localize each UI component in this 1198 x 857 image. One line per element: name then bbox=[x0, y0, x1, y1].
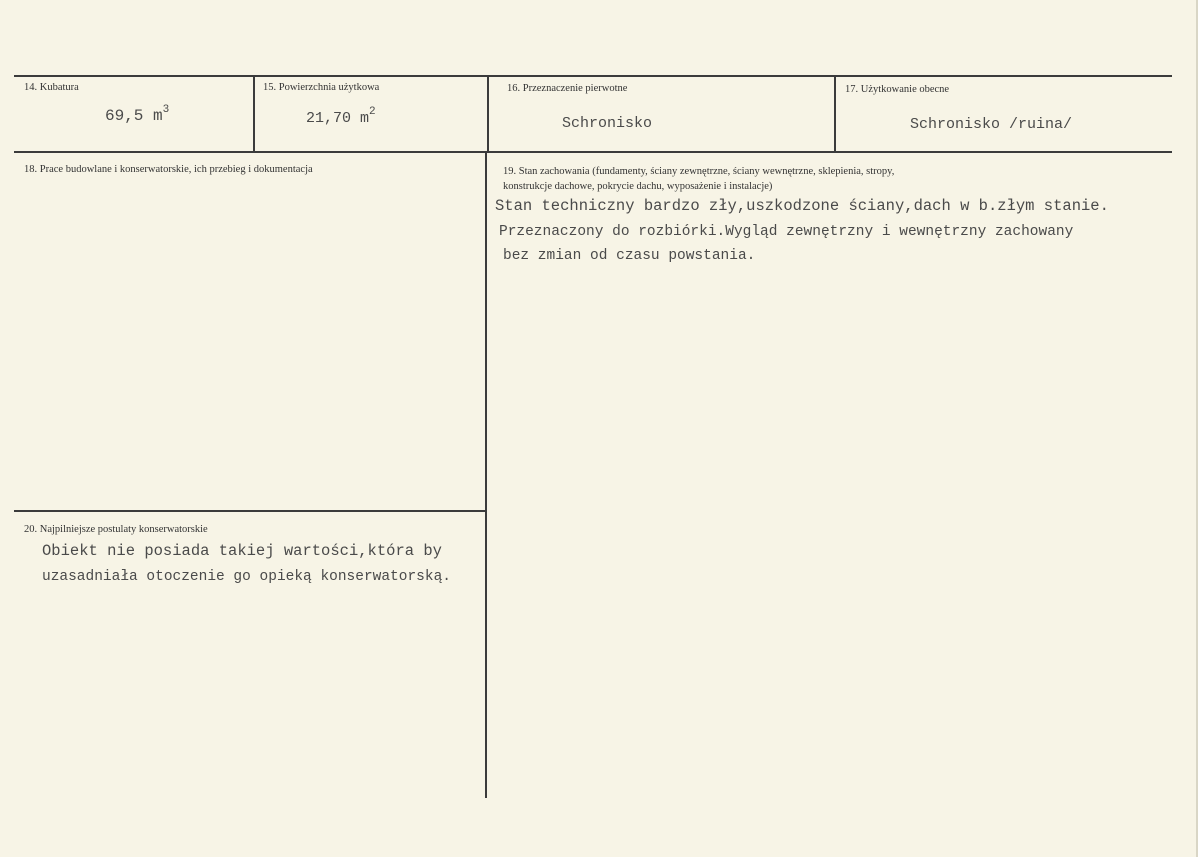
top-rule bbox=[14, 75, 1172, 77]
postulaty-label: 20. Najpilniejsze postulaty konserwatorskie bbox=[24, 524, 208, 535]
powierzchnia-label: 15. Powierzchnia użytkowa bbox=[263, 82, 380, 93]
divider-15-16 bbox=[487, 75, 489, 153]
powierzchnia-value bbox=[306, 106, 376, 127]
kubatura-label: 14. Kubatura bbox=[24, 82, 79, 93]
divider-14-15 bbox=[253, 75, 255, 153]
postulaty-text-line1: Obiekt nie posiada takiej wartości,która by bbox=[42, 542, 442, 560]
kubatura-exponent: 3 bbox=[162, 104, 170, 116]
powierzchnia-exponent: 2 bbox=[369, 106, 376, 118]
section-18-bottom-rule bbox=[14, 510, 486, 512]
kubatura-number: 69,5 m bbox=[105, 107, 163, 125]
uzytkowanie-label: 17. Użytkowanie obecne bbox=[845, 84, 950, 95]
przeznaczenie-label: 16. Przeznaczenie pierwotne bbox=[507, 83, 628, 94]
divider-16-17 bbox=[834, 75, 836, 153]
divider-left-right bbox=[485, 151, 487, 798]
kubatura-value bbox=[105, 104, 170, 125]
stan-text-line3: bez zmian od czasu powstania. bbox=[503, 248, 756, 264]
uzytkowanie-value: Schronisko /ruina/ bbox=[910, 116, 1073, 133]
prace-label: 18. Prace budowlane i konserwatorskie, ich przebieg i dokumentacja bbox=[24, 164, 313, 175]
stan-label-line1: 19. Stan zachowania (fundamenty, ściany zewnętrzne, ściany wewnętrzne, sklepienia, stropy, bbox=[503, 166, 895, 177]
postulaty-text-line2: uzasadniała otoczenie go opieką konserwatorską. bbox=[42, 569, 451, 585]
stan-text-line2: Przeznaczony do rozbiórki.Wygląd zewnętrzny i wewnętrzny zachowany bbox=[499, 224, 1074, 240]
stan-label-line2: konstrukcje dachowe, pokrycie dachu, wyposażenie i instalacje) bbox=[503, 181, 773, 192]
stan-text-line1: Stan techniczny bardzo zły,uszkodzone ściany,dach w b.złym stanie. bbox=[495, 197, 1109, 215]
powierzchnia-number: 21,70 m bbox=[306, 110, 370, 127]
header-bottom-rule bbox=[14, 151, 1172, 153]
przeznaczenie-value: Schronisko bbox=[562, 115, 653, 132]
